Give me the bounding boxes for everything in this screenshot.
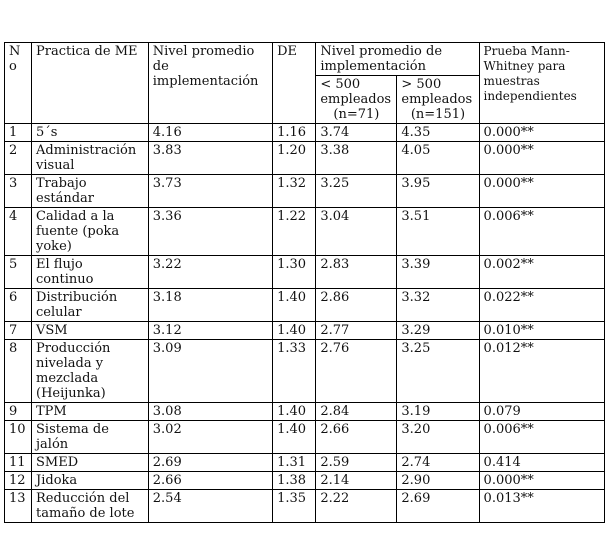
cell-nivel: 3.08 [148, 403, 272, 421]
cell-de: 1.40 [273, 403, 316, 421]
cell-practica: Administración visual [32, 142, 149, 175]
cell-nivel: 3.36 [148, 208, 272, 256]
table-row [5, 454, 605, 472]
cell-de: 1.22 [273, 208, 316, 256]
cell-lt500: 2.76 [316, 340, 397, 403]
cell-de: 1.33 [273, 340, 316, 403]
header-nivel-group: Nivel promedio de implementación [316, 43, 479, 76]
header-lt500 [316, 76, 397, 124]
cell-nivel: 2.66 [148, 472, 272, 490]
practices-table [4, 42, 605, 523]
cell-gt500: 2.90 [397, 472, 479, 490]
cell-gt500: 3.29 [397, 322, 479, 340]
header-lt500-n: (n=71) [333, 107, 380, 122]
cell-prueba: 0.414 [479, 454, 604, 472]
cell-practica: Reducción del tamaño de lote [32, 490, 149, 523]
table-row [5, 403, 605, 421]
table-row [5, 490, 605, 523]
cell-de: 1.38 [273, 472, 316, 490]
cell-practica: SMED [32, 454, 149, 472]
table-row [5, 421, 605, 454]
cell-lt500: 2.66 [316, 421, 397, 454]
cell-lt500: 2.77 [316, 322, 397, 340]
header-prueba: Prueba Mann-Whitney para muestras independientes [479, 43, 604, 124]
cell-prueba: 0.000** [479, 124, 604, 142]
cell-de: 1.31 [273, 454, 316, 472]
cell-de: 1.16 [273, 124, 316, 142]
cell-no: 10 [5, 421, 32, 454]
cell-lt500: 3.04 [316, 208, 397, 256]
cell-no: 9 [5, 403, 32, 421]
cell-gt500: 3.20 [397, 421, 479, 454]
cell-lt500: 2.14 [316, 472, 397, 490]
cell-no: 4 [5, 208, 32, 256]
cell-prueba: 0.002** [479, 256, 604, 289]
cell-practica: Calidad a la fuente (poka yoke) [32, 208, 149, 256]
cell-lt500: 2.83 [316, 256, 397, 289]
table-row [5, 175, 605, 208]
cell-prueba: 0.079 [479, 403, 604, 421]
cell-gt500: 3.95 [397, 175, 479, 208]
cell-nivel: 3.09 [148, 340, 272, 403]
header-nivel: Nivel promedio de implementación [148, 43, 272, 124]
cell-nivel: 3.18 [148, 289, 272, 322]
cell-lt500: 2.84 [316, 403, 397, 421]
cell-practica: TPM [32, 403, 149, 421]
cell-de: 1.35 [273, 490, 316, 523]
cell-practica: Jidoka [32, 472, 149, 490]
cell-lt500: 2.22 [316, 490, 397, 523]
table-row [5, 340, 605, 403]
cell-no: 6 [5, 289, 32, 322]
cell-de: 1.40 [273, 289, 316, 322]
cell-practica: Trabajo estándar [32, 175, 149, 208]
cell-gt500: 3.25 [397, 340, 479, 403]
cell-nivel: 2.54 [148, 490, 272, 523]
cell-de: 1.32 [273, 175, 316, 208]
cell-prueba: 0.010** [479, 322, 604, 340]
cell-prueba: 0.000** [479, 175, 604, 208]
cell-gt500: 4.05 [397, 142, 479, 175]
cell-practica: Producción nivelada y mezclada (Heijunka) [32, 340, 149, 403]
cell-nivel: 3.22 [148, 256, 272, 289]
cell-no: 7 [5, 322, 32, 340]
cell-no: 13 [5, 490, 32, 523]
cell-lt500: 3.38 [316, 142, 397, 175]
cell-nivel: 3.12 [148, 322, 272, 340]
cell-prueba: 0.006** [479, 208, 604, 256]
cell-practica: Sistema de jalón [32, 421, 149, 454]
cell-gt500: 3.19 [397, 403, 479, 421]
cell-de: 1.40 [273, 322, 316, 340]
cell-nivel: 3.83 [148, 142, 272, 175]
cell-no: 8 [5, 340, 32, 403]
cell-lt500: 3.74 [316, 124, 397, 142]
cell-prueba: 0.000** [479, 472, 604, 490]
table-row [5, 208, 605, 256]
cell-lt500: 3.25 [316, 175, 397, 208]
table-row [5, 322, 605, 340]
header-gt500-n: (n=151) [410, 107, 466, 122]
cell-nivel: 3.73 [148, 175, 272, 208]
cell-prueba: 0.000** [479, 142, 604, 175]
cell-gt500: 3.39 [397, 256, 479, 289]
cell-no: 12 [5, 472, 32, 490]
header-gt500-label: > 500 empleados [401, 77, 473, 107]
table-row [5, 142, 605, 175]
cell-practica: El flujo continuo [32, 256, 149, 289]
cell-prueba: 0.006** [479, 421, 604, 454]
cell-no: 11 [5, 454, 32, 472]
cell-nivel: 2.69 [148, 454, 272, 472]
cell-no: 5 [5, 256, 32, 289]
cell-lt500: 2.86 [316, 289, 397, 322]
cell-practica: VSM [32, 322, 149, 340]
cell-prueba: 0.012** [479, 340, 604, 403]
header-gt500 [397, 76, 479, 124]
cell-gt500: 2.74 [397, 454, 479, 472]
cell-gt500: 3.32 [397, 289, 479, 322]
table-row [5, 472, 605, 490]
header-de: DE [273, 43, 316, 124]
cell-gt500: 2.69 [397, 490, 479, 523]
cell-practica: Distribución celular [32, 289, 149, 322]
cell-prueba: 0.013** [479, 490, 604, 523]
header-no: No [5, 43, 32, 124]
cell-no: 1 [5, 124, 32, 142]
cell-prueba: 0.022** [479, 289, 604, 322]
cell-gt500: 4.35 [397, 124, 479, 142]
table-row [5, 124, 605, 142]
cell-de: 1.20 [273, 142, 316, 175]
cell-de: 1.30 [273, 256, 316, 289]
header-practica: Practica de ME [32, 43, 149, 124]
cell-lt500: 2.59 [316, 454, 397, 472]
cell-no: 3 [5, 175, 32, 208]
table-row [5, 289, 605, 322]
header-row [5, 43, 605, 76]
cell-de: 1.40 [273, 421, 316, 454]
cell-nivel: 4.16 [148, 124, 272, 142]
cell-gt500: 3.51 [397, 208, 479, 256]
cell-nivel: 3.02 [148, 421, 272, 454]
cell-no: 2 [5, 142, 32, 175]
table-row [5, 256, 605, 289]
header-lt500-label: < 500 empleados [320, 77, 392, 107]
cell-practica: 5´s [32, 124, 149, 142]
